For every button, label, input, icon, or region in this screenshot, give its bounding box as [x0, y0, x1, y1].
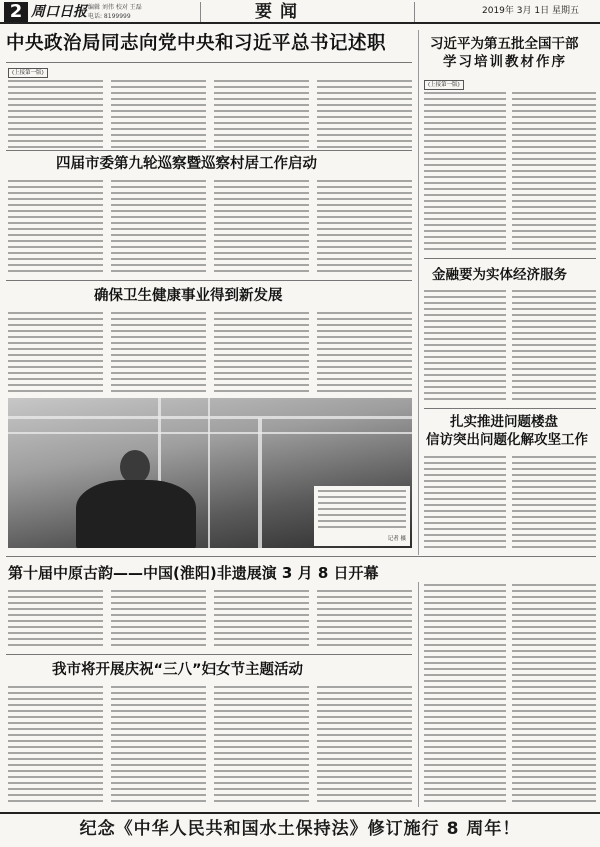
health-column-2 — [111, 312, 206, 392]
petition-rule — [424, 408, 596, 409]
health-column-3 — [214, 312, 309, 392]
womens-day-rule — [6, 654, 412, 655]
column-divider-lower — [418, 582, 419, 807]
finance-headline: 金融要为实体经济服务 — [432, 267, 567, 283]
health-headline: 确保卫生健康事业得到新发展 — [94, 288, 283, 304]
inspection-column-2 — [111, 180, 206, 272]
date-text: 2019年 3月 1日 — [482, 6, 550, 16]
page-number: 2 — [4, 2, 28, 22]
study-column-2 — [512, 92, 596, 250]
petition-headline-2: 信访突出问题化解攻坚工作 — [426, 432, 588, 448]
lead-headline: 中央政治局同志向党中央和习近平总书记述职 — [6, 33, 387, 54]
edition-info: 电话: 8199999 — [88, 13, 131, 20]
womens-day-column-2 — [111, 686, 206, 806]
inspection-column-4 — [317, 180, 412, 272]
column-divider — [418, 30, 419, 555]
heritage-column-4 — [317, 590, 412, 646]
inspection-rule — [6, 150, 412, 151]
finance-rule — [424, 258, 596, 259]
lead-column-1 — [8, 80, 103, 150]
photo-caption — [314, 486, 410, 546]
caption-text — [318, 490, 406, 532]
petition-column-1 — [424, 456, 506, 552]
right-story-column-1 — [424, 584, 506, 806]
section-box — [200, 2, 415, 22]
health-column-1 — [8, 312, 103, 392]
lead-rule — [6, 62, 412, 63]
lead-column-3 — [214, 80, 309, 150]
finance-column-2 — [512, 290, 596, 402]
inspection-column-3 — [214, 180, 309, 272]
womens-day-column-4 — [317, 686, 412, 806]
inspection-headline: 四届市委第九轮巡察暨巡察村居工作启动 — [56, 156, 317, 172]
weekday-text: 星期五 — [551, 6, 579, 16]
study-subhead: (上接第一版) — [424, 80, 464, 90]
health-column-4 — [317, 312, 412, 392]
heritage-column-3 — [214, 590, 309, 646]
finance-column-1 — [424, 290, 506, 402]
study-headline-2: 学习培训教材作序 — [443, 54, 567, 70]
paper-name: 周口日报 — [31, 4, 87, 20]
petition-column-2 — [512, 456, 596, 552]
womens-day-headline: 我市将开展庆祝“三八”妇女节主题活动 — [52, 662, 304, 678]
issue-date — [482, 6, 579, 17]
lead-subhead: (上接第一版) — [8, 68, 48, 78]
heritage-column-1 — [8, 590, 103, 646]
health-rule — [6, 280, 412, 281]
heritage-rule — [6, 556, 596, 557]
section-name: 要闻 — [255, 2, 305, 22]
study-column-1 — [424, 92, 506, 250]
editor-info: 编辑 刘伟 校对 王磊 — [88, 4, 142, 11]
footer-banner-text: 纪念《中华人民共和国水土保持法》修订施行 8 周年！ — [79, 819, 521, 839]
womens-day-column-1 — [8, 686, 103, 806]
caption-credit: 记者 摄 — [387, 536, 406, 542]
news-photo — [8, 398, 412, 548]
study-headline-1: 习近平为第五批全国干部 — [430, 36, 579, 52]
inspection-column-1 — [8, 180, 103, 272]
womens-day-column-3 — [214, 686, 309, 806]
heritage-column-2 — [111, 590, 206, 646]
heritage-headline: 第十届中原古韵——中国(淮阳)非遗展演 3 月 8 日开幕 — [8, 564, 379, 582]
petition-headline-1: 扎实推进问题楼盘 — [450, 414, 558, 430]
lead-column-4 — [317, 80, 412, 150]
lead-column-2 — [111, 80, 206, 150]
right-story-column-2 — [512, 584, 596, 806]
